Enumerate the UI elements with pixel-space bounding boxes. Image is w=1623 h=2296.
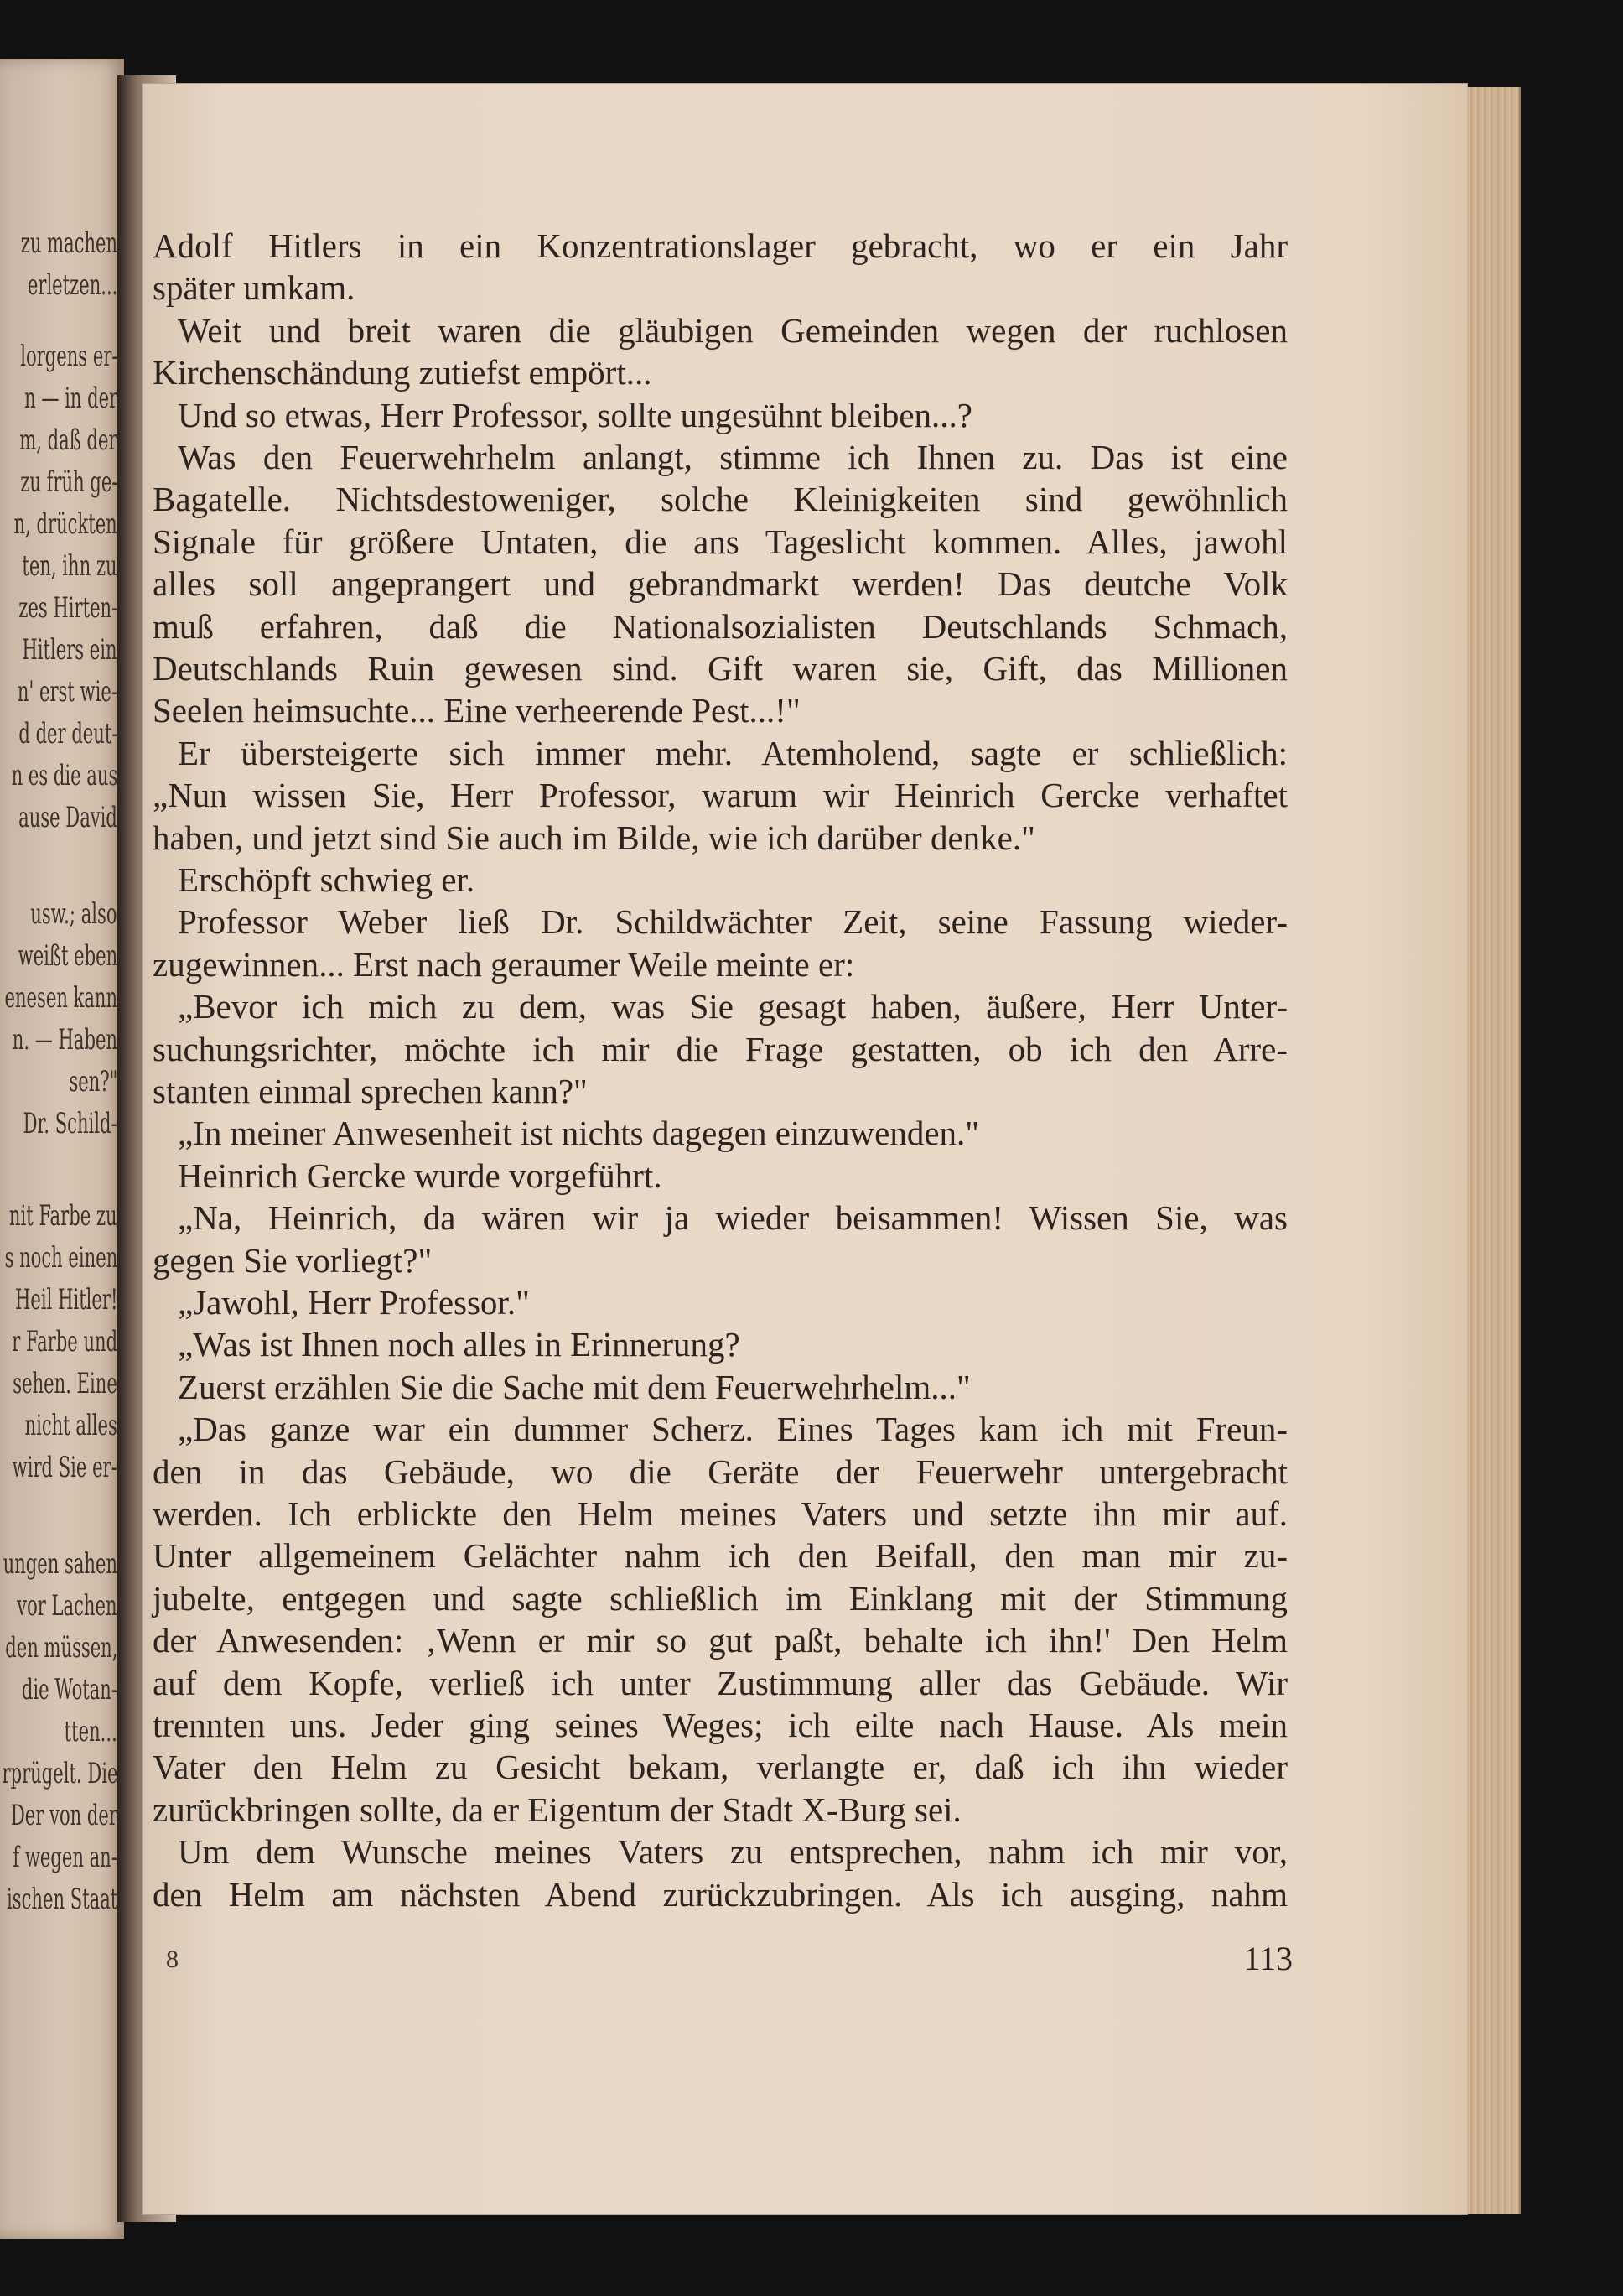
text-line: Adolf Hitlers in ein Konzentrationslager gebracht, wo er ein Jahr [153,226,1288,265]
left-page-fragment: nicht alles [24,1409,117,1442]
left-page-fragment: usw.; also [30,897,117,931]
text-line: zugewinnen... Erst nach geraumer Weile meinte er: [153,944,855,984]
left-page-fragment: Der von der [10,1799,117,1832]
page-number: 113 [1243,1940,1293,1977]
signature-mark: 8 [166,1945,179,1973]
text-line: Weit und breit waren die gläubigen Gemeinden wegen der ruchlosen [178,310,1288,350]
text-line: „Nun wissen Sie, Herr Professor, warum wir Heinrich Gercke verhaftet [153,776,1288,815]
text-line: „Na, Heinrich, da wären wir ja wieder beisammen! Wissen Sie, was [178,1198,1288,1238]
left-page-fragment: die Wotan- [21,1673,117,1706]
left-page-fragment: wird Sie er- [12,1451,117,1484]
text-line: stanten einmal sprechen kann?" [153,1072,588,1110]
left-page-fragment: weißt eben [18,939,117,973]
left-page-fragment: ungen sahen [3,1547,117,1581]
left-page-fragment: m, daß der [19,423,117,457]
text-line: Vater den Helm zu Gesicht bekam, verlangte er, daß ich ihn wieder [153,1748,1288,1787]
left-page-fragment: erletzen... [27,268,117,302]
text-line: „In meiner Anwesenheit ist nichts dagegen einzuwenden." [178,1114,980,1153]
left-page-fragment: Heil Hitler! [14,1283,117,1317]
left-page-fragment: s noch einen [4,1241,117,1275]
text-line: den in das Gebäude, wo die Geräte der Feuerwehr untergebracht [153,1452,1288,1491]
left-page-fragment: lorgens er- [19,340,117,373]
page-edges [1467,87,1521,2214]
text-line: gegen Sie vorliegt?" [153,1240,433,1280]
left-page-fragment: den müssen, [4,1631,117,1665]
left-page [0,59,124,2239]
text-line: Und so etwas, Herr Professor, sollte ungesühnt bleiben...? [178,395,973,434]
left-page-fragment: n es die aus [11,759,117,792]
text-line: den Helm am nächsten Abend zurückzubringen. Als ich ausging, nahm [153,1874,1288,1914]
left-page-fragment: nit Farbe zu [9,1199,117,1233]
text-line: „Jawohl, Herr Professor." [178,1283,530,1322]
left-page-fragment: n. — Haben [12,1023,117,1057]
left-page-fragment: ischen Staat [6,1883,117,1916]
text-line: „Das ganze war ein dummer Scherz. Eines Tages kam ich mit Freun- [178,1410,1288,1449]
left-page-fragment: r Farbe und [12,1325,117,1358]
text-line: werden. Ich erblickte den Helm meines Vaters und setzte ihn mir auf. [153,1494,1288,1533]
text-line: Um dem Wunsche meines Vaters zu entsprechen, nahm ich mir vor, [178,1832,1288,1872]
text-line: Unter allgemeinem Gelächter nahm ich den Beifall, den man mir zu- [153,1536,1288,1576]
text-line: muß erfahren, daß die Nationalsozialisten Deutschlands Schmach, [153,606,1288,646]
text-line: zurückbringen sollte, da er Eigentum der Stadt X-Burg sei. [153,1790,962,1829]
left-page-fragment: tten... [64,1715,117,1748]
text-line: Erschöpft schwieg er. [178,860,475,899]
left-page-fragment: enesen kann [4,981,117,1015]
text-line: Zuerst erzählen Sie die Sache mit dem Feuerwehrhelm..." [178,1367,971,1406]
left-page-fragment: Dr. Schild- [23,1107,117,1140]
text-line: Professor Weber ließ Dr. Schildwächter Zeit, seine Fassung wieder- [178,902,1288,942]
text-line: Heinrich Gercke wurde vorgeführt. [178,1156,662,1195]
left-page-fragment: n — in der [23,382,117,415]
left-page-fragment: zes Hirten- [18,591,117,625]
text-line: Was den Feuerwehrhelm anlangt, stimme ich Ihnen zu. Das ist eine [178,438,1288,476]
text-line: Er übersteigerte sich immer mehr. Atemholend, sagte er schließlich: [178,733,1288,772]
left-page-fragment: vor Lachen [17,1589,117,1623]
left-page-fragment: sen?" [69,1065,117,1099]
text-line: auf dem Kopfe, verließ ich unter Zustimmung aller das Gebäude. Wir [153,1663,1288,1702]
text-line: alles soll angeprangert und gebrandmarkt werden! Das deutche Volk [153,564,1288,604]
text-line: Bagatelle. Nichtsdestoweniger, solche Kleinigkeiten sind gewöhnlich [153,480,1288,519]
left-page-fragment: Hitlers ein [22,633,117,667]
text-line: Signale für größere Untaten, die ans Tageslicht kommen. Alles, jawohl [153,522,1288,561]
text-line: später umkam. [153,268,355,308]
text-line: jubelte, entgegen und sagte schließlich im Einklang mit der Stimmung [153,1578,1288,1618]
text-line: trennten uns. Jeder ging seines Weges; ich eilte nach Hause. Als mein [153,1706,1288,1744]
text-line: Kirchenschändung zutiefst empört... [153,353,652,392]
text-line: haben, und jetzt sind Sie auch im Bilde, wie ich darüber denke." [153,818,1035,857]
text-line: suchungsrichter, möchte ich mir die Frage gestatten, ob ich den Arre- [153,1029,1288,1068]
left-page-fragment: zu früh ge- [19,465,117,499]
left-page-fragment: n' erst wie- [17,675,117,709]
text-line: der Anwesenden: ‚Wenn er mir so gut paßt, behalte ich ihn!' Den Helm [153,1621,1288,1660]
left-page-fragment: d der deut- [18,717,117,751]
left-page-fragment: zu machen [20,226,117,260]
left-page-fragment: ten, ihn zu [22,549,117,583]
left-page-fragment: rprügelt. Die [2,1757,117,1790]
text-line: „Bevor ich mich zu dem, was Sie gesagt haben, äußere, Herr Unter- [178,987,1288,1026]
left-page-fragment: sehen. Eine [13,1367,117,1400]
text-line: Seelen heimsuchte... Eine verheerende Pest...!" [153,691,801,730]
left-page-fragment: n, drückten [13,507,117,541]
left-page-fragment: ause David [18,801,117,834]
left-page-fragment: f wegen an- [13,1841,117,1874]
text-line: „Was ist Ihnen noch alles in Erinnerung? [178,1325,740,1364]
text-line: Deutschlands Ruin gewesen sind. Gift waren sie, Gift, das Millionen [153,649,1288,688]
